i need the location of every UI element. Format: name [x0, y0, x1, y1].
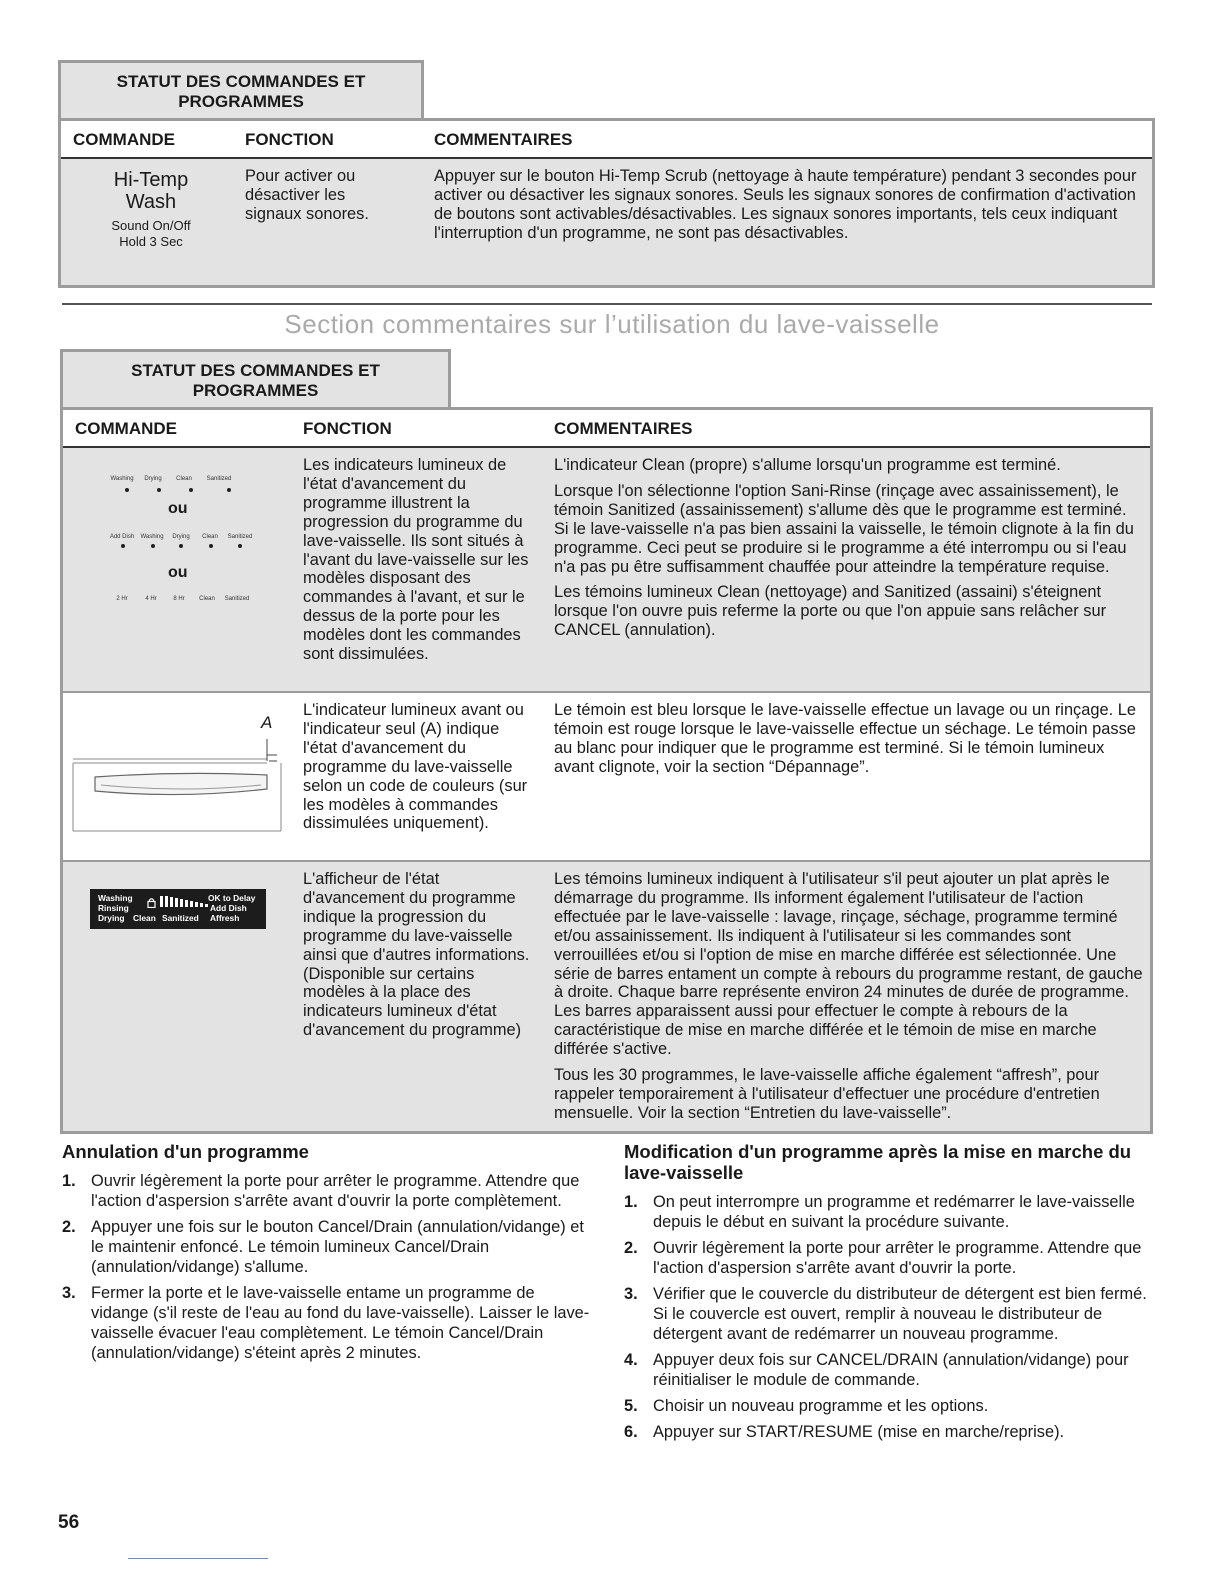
display-ok-to-delay: OK to Delay	[208, 893, 256, 903]
indicator-2hr: 2 Hr	[116, 596, 128, 602]
list-item	[62, 1217, 592, 1277]
table2-row2-comment: Le témoin est bleu lorsque le lave-vaisselle effectue un lavage ou un rinçage. Le témoin est rouge lorsque le lave-vaisselle effectue un séchage. Le témoin passe au blanc pour indiquer que le programme est terminé. Si le témoin lumineux avant clignote, voir la section “Dépannage”.	[554, 701, 1136, 776]
step-text: Appuyer deux fois sur CANCEL/DRAIN (annulation/vidange) pour réinitialiser le module de commande.	[653, 1351, 1129, 1389]
table2-row1-comments	[554, 456, 1144, 647]
status-display-screen	[90, 889, 266, 929]
section-rule	[62, 303, 1152, 305]
indicator-drying: Drying	[172, 534, 190, 540]
table1-row	[61, 159, 1152, 285]
display-affresh: Affresh	[210, 913, 240, 923]
step-number: 1.	[624, 1193, 638, 1211]
table2-header-comments: COMMENTAIRES	[554, 419, 693, 438]
indicator-dot	[238, 544, 242, 548]
table1	[58, 118, 1155, 288]
step-number: 3.	[624, 1285, 638, 1303]
list-item	[624, 1422, 1154, 1442]
step-number: 6.	[624, 1423, 638, 1441]
indicator-dot	[227, 488, 231, 492]
step-number: 5.	[624, 1397, 638, 1415]
progress-bars-icon	[160, 896, 212, 909]
step-number: 2.	[624, 1239, 638, 1257]
page-number: 56	[58, 1512, 80, 1533]
table1-comment: Appuyer sur le bouton Hi-Temp Scrub (nettoyage à haute température) pendant 3 secondes pour activer ou désactiver les signaux sonores. Seuls les signaux sonores de confirmation d'activation de boutons sont activables/désactivables. Les signaux sonores importants, tels ceux indiquant l'interruption d'un programme, ne sont pas désactivables.	[434, 167, 1137, 242]
step-text: Ouvrir légèrement la porte pour arrêter le programme. Attendre que l'action d'aspersion s'arrête avant d'ouvrir la porte.	[653, 1239, 1142, 1277]
comment-paragraph: Les témoins lumineux Clean (nettoyage) and Sanitized (assaini) s'éteignent lorsque l'on ouvre puis referme la porte ou que l'on appuie sans relâcher sur CANCEL (annulation).	[554, 583, 1107, 640]
indicator-sanitized: Sanitized	[206, 476, 232, 482]
table1-function: Pour activer ou désactiver les signaux sonores.	[245, 167, 369, 223]
indicator-dot	[125, 488, 129, 492]
cancel-steps	[62, 1171, 592, 1363]
modify-section	[624, 1141, 1154, 1448]
indicator-dot	[151, 544, 155, 548]
indicator-4hr: 4 Hr	[145, 596, 157, 602]
section-title: Section commentaires sur l’utilisation du lave-vaisselle	[284, 309, 940, 339]
display-add-dish: Add Dish	[210, 903, 247, 913]
label-a: A	[261, 713, 273, 732]
table1-header-comments: COMMENTAIRES	[434, 130, 573, 149]
indicator-dot	[209, 544, 213, 548]
indicator-clean: Clean	[176, 476, 192, 482]
display-rinsing: Rinsing	[98, 903, 129, 913]
comment-paragraph: Tous les 30 programmes, le lave-vaisselle affiche également “affresh”, pour rappeler temporairement à l'utilisateur d'effectuer une procédure d'entretien mensuelle. Voir la section “Entretien du lave-vaisselle”.	[554, 1066, 1100, 1122]
display-washing: Washing	[98, 893, 133, 903]
cancel-section	[62, 1141, 592, 1369]
lock-icon	[147, 897, 156, 907]
or-label-1: ou	[168, 500, 188, 517]
table2-row2-function: L'indicateur lumineux avant ou l'indicateur seul (A) indique l'état d'avancement du programme du lave-vaisselle selon un code de couleurs (sur les modèles à commandes dissimulées uniquement).	[303, 701, 528, 833]
step-number: 3.	[62, 1284, 76, 1302]
list-item	[62, 1283, 592, 1363]
list-item	[624, 1238, 1154, 1278]
comment-paragraph: Les témoins lumineux indiquent à l'utilisateur s'il peut ajouter un plat après le démarrage du programme. Ils informent également l'utilisateur de l'action effectuée par le lave-vaisselle : lavage, rinçage, séchage, programme terminé et/ou assainissement. Ils indiquent à l'utilisateur si les commandes sont verrouillées et/ou si l'option de mise en marche différée est sélectionnée. Une série de barres entament un compte à rebours du programme restant, de gauche à droite. Chaque barre représente environ 24 minutes de durée de programme. Les barres apparaissent aussi pour effectuer le compte à rebours de la caractéristique de mise en marche différée et le témoin de mise en marche différée s'active.	[554, 870, 1143, 1059]
table1-status-title-text: STATUT DES COMMANDES ET PROGRAMMES	[116, 71, 366, 111]
front-light-illustration	[71, 713, 285, 833]
table2-status-title	[60, 349, 451, 409]
display-drying: Drying	[98, 913, 125, 923]
hi-temp-label-1: Hi-Temp	[113, 169, 189, 191]
indicator-row-c	[107, 596, 253, 602]
indicator-washing: Washing	[110, 476, 134, 482]
hi-temp-sub-1: Sound On/Off	[111, 218, 191, 233]
table2-row-status-display	[63, 862, 1150, 1131]
modify-title: Modification d'un programme après la mise en marche du lave-vaisselle	[624, 1141, 1132, 1183]
step-text: Appuyer sur START/RESUME (mise en marche/reprise).	[653, 1423, 1065, 1441]
table1-status-title	[58, 60, 424, 120]
indicator-sanitized: Sanitized	[224, 596, 250, 602]
hi-temp-sub-2: Hold 3 Sec	[119, 234, 183, 249]
indicator-drying: Drying	[144, 476, 162, 482]
table1-header-function: FONCTION	[245, 130, 334, 149]
table2-header-function: FONCTION	[303, 419, 392, 438]
hi-temp-label-2: Wash	[125, 191, 177, 213]
table2-row3-comments	[554, 870, 1144, 1130]
indicator-clean: Clean	[202, 534, 218, 540]
indicator-dot	[157, 488, 161, 492]
indicator-add-dish: Add Dish	[109, 534, 135, 540]
table2	[60, 407, 1153, 1134]
table2-row3-function: L'afficheur de l'état d'avancement du programme indique la progression du programme du lave-vaisselle ainsi que d'autres informations. (Disponible sur certains modèles à la place des indicateurs lumineux d'état d'avancement du programme)	[303, 870, 530, 1040]
display-sanitized: Sanitized	[162, 913, 199, 923]
step-text: Choisir un nouveau programme et les options.	[653, 1397, 989, 1415]
table2-row-status-lights	[63, 448, 1150, 693]
comment-paragraph: Lorsque l'on sélectionne l'option Sani-Rinse (rinçage avec assainissement), le témoin Sanitized (assainissement) s'allume dès que le programme est terminé. Si le lave-vaisselle n'a pas bien assaini la vaisselle, le témoin clignote à la fin du programme. Ceci peut se produire si le programme a été interrompu ou si l'eau n'a pas pu être suffisamment chauffée pour atteindre la température requise.	[554, 481, 1134, 576]
comment-paragraph: L'indicateur Clean (propre) s'allume lorsqu'un programme est terminé.	[554, 456, 1061, 474]
indicator-row-b	[107, 534, 255, 540]
step-text: Appuyer une fois sur le bouton Cancel/Drain (annulation/vidange) et le maintenir enfoncé. Le témoin lumineux Cancel/Drain (annulation/vidange) s'allume.	[91, 1218, 584, 1276]
indicator-sanitized: Sanitized	[227, 534, 253, 540]
table2-header	[63, 410, 1150, 448]
list-item	[62, 1171, 592, 1211]
table1-header-command: COMMANDE	[73, 130, 175, 149]
list-item	[624, 1284, 1154, 1344]
list-item	[624, 1192, 1154, 1232]
footer-link-line	[128, 1558, 268, 1559]
indicator-dot	[189, 488, 193, 492]
step-text: On peut interrompre un programme et redémarrer le lave-vaisselle depuis le début en suivant la procédure suivante.	[653, 1193, 1135, 1231]
table2-header-command: COMMANDE	[75, 419, 177, 438]
or-label-2: ou	[168, 564, 188, 581]
list-item	[624, 1350, 1154, 1390]
table2-row-front-light	[63, 693, 1150, 862]
hi-temp-wash-button	[81, 169, 221, 250]
step-number: 4.	[624, 1351, 638, 1369]
step-number: 2.	[62, 1218, 76, 1236]
step-number: 1.	[62, 1172, 76, 1190]
display-clean: Clean	[133, 913, 156, 923]
modify-steps	[624, 1192, 1154, 1442]
list-item	[624, 1396, 1154, 1416]
indicator-8hr: 8 Hr	[173, 596, 185, 602]
table2-row1-function: Les indicateurs lumineux de l'état d'avancement du programme illustrent la progression du programme du lave-vaisselle. Ils sont situés à l'avant du lave-vaisselle sur les modèles disposant des commandes à l'avant, et sur le dessus de la porte pour les modèles dont les commandes sont dissimulées.	[303, 456, 529, 664]
step-text: Vérifier que le couvercle du distributeur de détergent est bien fermé. Si le couvercle est ouvert, remplir à nouveau le distributeur de détergent avant de redémarrer un nouveau programme.	[653, 1285, 1147, 1343]
cancel-title: Annulation d'un programme	[62, 1141, 309, 1162]
indicator-washing: Washing	[140, 534, 164, 540]
indicator-dot	[121, 544, 125, 548]
indicator-dot	[179, 544, 183, 548]
door-panel-drawing	[71, 713, 285, 833]
indicator-row-a	[107, 476, 239, 482]
table1-header	[61, 121, 1152, 159]
step-text: Fermer la porte et le lave-vaisselle entame un programme de vidange (s'il reste de l'eau au fond du lave-vaisselle). Laisser le lave-vaisselle évacuer l'eau complètement. Le témoin Cancel/Drain (annulation/vidange) s'éteint après 2 minutes.	[91, 1284, 590, 1362]
indicator-clean: Clean	[199, 596, 215, 602]
step-text: Ouvrir légèrement la porte pour arrêter le programme. Attendre que l'action d'aspersion s'arrête avant d'ouvrir la porte complètement.	[91, 1172, 580, 1210]
table2-status-title-text: STATUT DES COMMANDES ET PROGRAMMES	[131, 360, 380, 400]
